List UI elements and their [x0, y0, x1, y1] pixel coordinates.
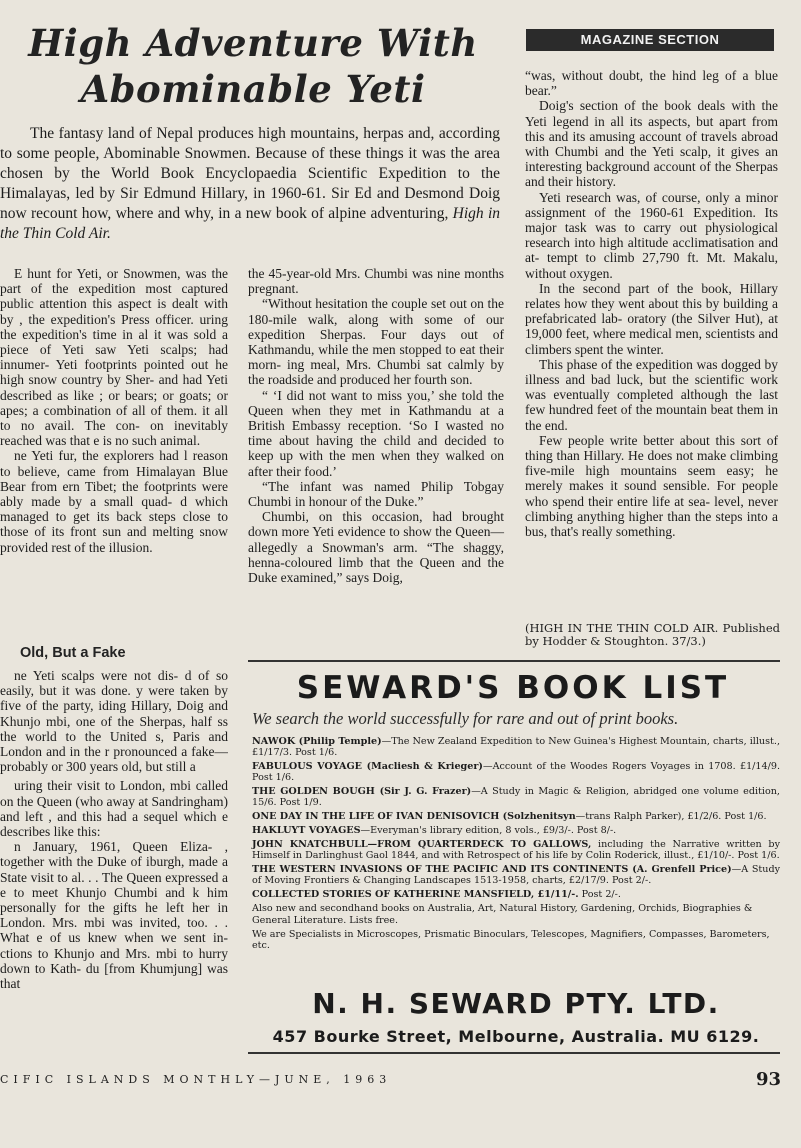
book-entry [252, 736, 780, 759]
paragraph: Chumbi, on this occasion, had brought down more Yeti evidence to show the Queen—allegedly a Snowman's arm. “The shaggy, henna-coloured limb that the Queen and the Duke examined,” says Doig, [248, 509, 504, 586]
article-title [18, 20, 488, 112]
book-heading: THE GOLDEN BOUGH (Sir J. G. Frazer) [252, 786, 472, 798]
book-entry [252, 761, 780, 784]
running-footer: CIFIC ISLANDS MONTHLY—JUNE, 1963 [0, 1073, 392, 1086]
paragraph: In the second part of the book, Hillary relates how they went about this by building a prefabricated lab- oratory (the Silver Hut), at 19,000 feet, where medical men, scientists and climbers spent the winter. [525, 280, 778, 357]
column-b [248, 266, 504, 585]
book-credit: (HIGH IN THE THIN COLD AIR. Published by Hodder & Stoughton. 37/3.) [525, 621, 780, 648]
book-details: —A Study of Moving Frontiers & Changing Landscapes 1513-1958, charts, £2/17/9. Post 2/-. [252, 863, 780, 887]
book-entry [252, 864, 780, 887]
book-list [252, 736, 780, 952]
intro-book-title: High in the Thin Cold Air. [0, 205, 500, 242]
paragraph: “Without hesitation the couple set out on the 180-mile walk, along with some of our expedition Sherpas. Four days out of Kathmandu, while the men stopped to eat their morn- ing meal, Mrs. Chumbi sat calmly by the roadside and produced her fourth son. [248, 296, 504, 388]
paragraph: uring their visit to London, mbi called on the Queen (who away at Sandringham) and left , and this had a sequel which e describes like this: [0, 778, 228, 840]
book-entry [252, 889, 780, 900]
paragraph: Few people write better about this sort of thing than Hillary. He does not make climbing five-mile high mountains seem easy; he merely makes it sound sensible. For people who spend their entire life at sea- level, never climbing anything higher than the steps into a bus, that's really something. [525, 432, 778, 540]
paragraph: This phase of the expedition was dogged by illness and bad luck, but the scientific work was eventually completed although the last few hundred feet of the mountain beat them in the end. [525, 356, 778, 433]
company-name: N. H. SEWARD PTY. LTD. [312, 987, 720, 1020]
book-heading: THE WESTERN INVASIONS OF THE PACIFIC AND ITS CONTINENTS (A. Grenfell Price) [252, 863, 732, 875]
company-address: 457 Bourke Street, Melbourne, Australia. MU 6129. [272, 1027, 760, 1046]
paragraph: ne Yeti scalps were not dis- d of so easily, but it was done. y were taken by five of the party, iding Hillary, Doig and Khunjo mbi, one of the Sherpas, half ss the world to the United s, Paris and London and in the r pronounced a fake—probably or 300 years old, but still a [0, 668, 228, 775]
ad-specialists-note: We are Specialists in Microscopes, Prismatic Binoculars, Telescopes, Magnifiers, Compasses, Barometers, etc. [252, 928, 770, 952]
book-entry [252, 825, 780, 836]
paragraph: n January, 1961, Queen Eliza- , together with the Duke of iburgh, made a State visit to al. . . The Queen expressed a e to meet Khunjo Chumbi and k him personally for the gifts he left her in London. Mrs. mbi was invited, too. . . What e of us knew when we sent in- ctions to Khunjo and Mrs. mbi to hurry down to Kath- du [from Khumjung] was that [0, 839, 228, 992]
ad-slogan: We search the world successfully for rare and out of print books. [252, 709, 679, 728]
title-line-2: Abominable Yeti [80, 67, 426, 111]
ad-bottom-rule [248, 1052, 780, 1054]
book-details: —Everyman's library edition, 8 vols., £9/3/-. Post 8/-. [360, 825, 617, 837]
section-banner: MAGAZINE SECTION [526, 29, 774, 51]
paragraph: the 45-year-old Mrs. Chumbi was nine months pregnant. [248, 266, 504, 297]
book-heading: ONE DAY IN THE LIFE OF IVAN DENISOVICH (Solzhenitsyn [252, 811, 576, 823]
intro-text: The fantasy land of Nepal produces high mountains, herpas and, according to some people, Abominable Snowmen. Because of these things it was the area chosen by the World Book Encyclopaedia Scientific Expedition to the Himalayas, led by Sir Edmund Hillary, in 1960-61. Sir Ed and Desmond Doig now recount how, where and why, in a new book of alpine adventuring, [0, 125, 500, 222]
book-entry [252, 839, 780, 862]
column-a [0, 266, 228, 555]
book-details: including the Narrative written by Himself in Darlinghust Gaol 1844, and with Retrospect of his life by Colin Roderick, illust., £1/10/-. Post 1/6. [252, 838, 780, 862]
paragraph: Yeti research was, of course, only a minor assignment of the 1960-61 Expedition. Its major task was to carry out physiological research into high altitude acclimatisation and at- tempt to climb 27,790 ft. Mt. Makalu, without oxygen. [525, 189, 778, 281]
book-details: —The New Zealand Expedition to New Guinea's Highest Mountain, charts, illust., £1/17/3. Post 1/6. [252, 736, 780, 759]
book-details: —Account of the Woodes Rogers Voyages in 1708. £1/14/9. Post 1/6. [252, 761, 780, 784]
book-heading: NAWOK (Philip Temple) [252, 736, 382, 747]
book-entry [252, 786, 780, 809]
paragraph: “was, without doubt, the hind leg of a blue bear.” [525, 68, 778, 99]
paragraph: “ ‘I did not want to miss you,’ she told the Queen when they met in Kathmandu at a British Embassy reception. ‘So I wasted no time about having the child and decided to keep up with the men when they walked on after their food.’ [248, 387, 504, 479]
book-details: Post 2/-. [578, 889, 621, 901]
book-details: —trans Ralph Parker), £1/2/6. Post 1/6. [575, 811, 767, 823]
column-a-continued [0, 668, 228, 991]
paragraph: E hunt for Yeti, or Snowmen, was the part of the expedition most captured public attention this aspect is dealt with by , the expedition's Press officer. uring the expedition's time in al it was sold a piece of Yeti saw Yeti scalps; had innumer- Yeti footprints pointed out he high snow country by Sher- and had Yeti described as like ; or bears; or goats; or apes; a combination of all of them. it all to no avail. The con- on inevitably reached was that e is no such animal. [0, 266, 228, 449]
book-details: —A Study in Magic & Religion, abridged one volume edition, 15/6. Post 1/9. [252, 786, 780, 809]
column-c [525, 68, 778, 539]
paragraph: “The infant was named Philip Tobgay Chumbi in honour of the Duke.” [248, 478, 504, 510]
paragraph: Doig's section of the book deals with the Yeti legend in all its aspects, but apart from this and its amusing account of travels abroad with Chumbi and the Yeti scalp, it gives an interesting background account of the Sherpas and their history. [525, 98, 778, 190]
intro-paragraph [0, 124, 500, 244]
book-heading: COLLECTED STORIES OF KATHERINE MANSFIELD, £1/11/-. [252, 889, 579, 901]
page-number: 93 [756, 1069, 782, 1090]
ad-top-rule [248, 660, 780, 662]
ad-also-note: Also new and secondhand books on Australia, Art, Natural History, Gardening, Orchids, Biographies & General Literature. Lists free. [252, 903, 753, 926]
paragraph: ne Yeti fur, the explorers had l reason to believe, came from Himalayan Blue Bear from ern Tibet; the footprints were ably made by a small quad- d which managed to get its back steps close to those of its front sun and melting snow provided rest of the illusion. [0, 448, 228, 555]
ad-title: SEWARD'S BOOK LIST [296, 670, 730, 706]
book-heading: FABULOUS VOYAGE (Macliesh & Krieger) [252, 761, 483, 773]
subheading: Old, But a Fake [20, 645, 126, 661]
book-entry [252, 811, 780, 822]
book-heading: HAKLUYT VOYAGES [252, 825, 361, 837]
title-line-1: High Adventure With [28, 21, 478, 65]
book-heading: JOHN KNATCHBULL—FROM QUARTERDECK TO GALLOWS, [252, 838, 592, 850]
